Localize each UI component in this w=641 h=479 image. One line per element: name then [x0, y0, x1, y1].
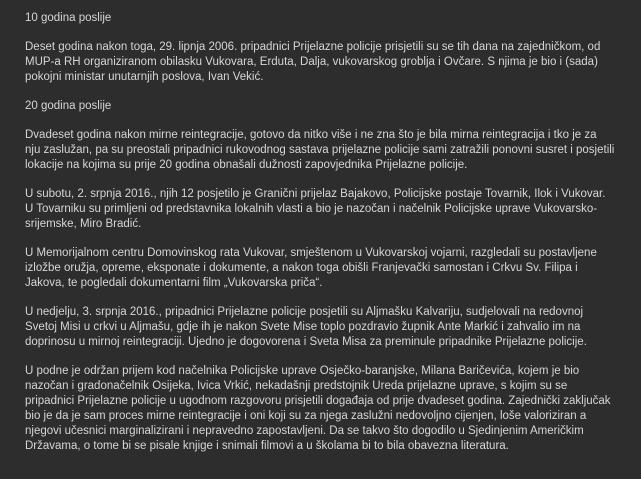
- article-body: [25, 7, 615, 468]
- section-heading-20-years: 20 godina poslije: [25, 100, 112, 112]
- paragraph: U Memorijalnom centru Domovinskog rata Vukovar, smještenom u Vukovarskoj vojarni, razgledali su postavljene izložbe oružja, opreme, eksponate i dokumente, a nakon toga obišli Franjevački samostan i Crkvu Sv. Filipa i Jakova, te pogledali dokumentarni film „Vukovarska priča“.: [25, 247, 597, 289]
- paragraph: U nedjelju, 3. srpnja 2016., pripadnici Prijelazne policije posjetili su Aljmašku Kalvariju, sudjelovali na redovnoj Svetoj Misi u crkvi u Aljmašu, gdje ih je nakon Svete Mise toplo pozdravio župnik Ante Markić i zahvalio im na doprinosu u mirnoj reintegraciji. Ujedno je dogovorena i Sveta Misa za preminule pripadnike Prijelazne policije.: [25, 306, 587, 348]
- paragraph: Dvadeset godina nakon mirne reintegracije, gotovo da nitko više i ne zna što je bila mirna reintegracija i tko je za nju zaslužan, pa su preostali pripadnici rukovodnog sastava prijelazne policije sami zatražili ponovni susret i posjetili lokacije na kojima su prije 20 godina obnašali dužnosti zapovjednika Prijelazne policije.: [25, 129, 615, 171]
- paragraph: Deset godina nakon toga, 29. lipnja 2006. pripadnici Prijelazne policije prisjetili su se tih dana na zajedničkom, od MUP-a RH organiziranom obilasku Vukovara, Erduta, Dalja, vukovarskog groblja i Ovčare. S njima je bio i (sada) pokojni ministar unutarnjih poslova, Ivan Vekić.: [25, 41, 601, 83]
- paragraph: U podne je održan prijem kod načelnika Policijske uprave Osječko-baranjske, Milana Baričevića, kojem je bio nazočan i gradonačelnik Osijeka, Ivica Vrkić, nekadašnji predstojnik Ureda prijelazne uprave, s kojim su se pripadnici Prijelazne policije u ugodnom razgovoru prisjetili događaja od prije dvadeset godina. Zajednički zaključak bio je da je sam proces mirne reintegracije i oni koji su za njega zaslužni nedovoljno cijenjen, loše valoriziran a njegovi učesnici marginalizirani i nepravedno zapostavljeni. Da se takvo što dogodilo u Sjedinjenim Američkim Državama, o tome bi se pisale knjige i snimali filmovi a u školama bi to bila obavezna literatura.: [25, 365, 611, 452]
- paragraph: U subotu, 2. srpnja 2016., njih 12 posjetilo je Granični prijelaz Bajakovo, Policijske postaje Tovarnik, Ilok i Vukovar. U Tovarniku su primljeni od predstavnika lokalnih vlasti a bio je nazočan i načelnik Policijske uprave Vukovarsko-srijemske, Miro Bradić.: [25, 188, 606, 230]
- section-heading-10-years: 10 godina poslije: [25, 12, 112, 24]
